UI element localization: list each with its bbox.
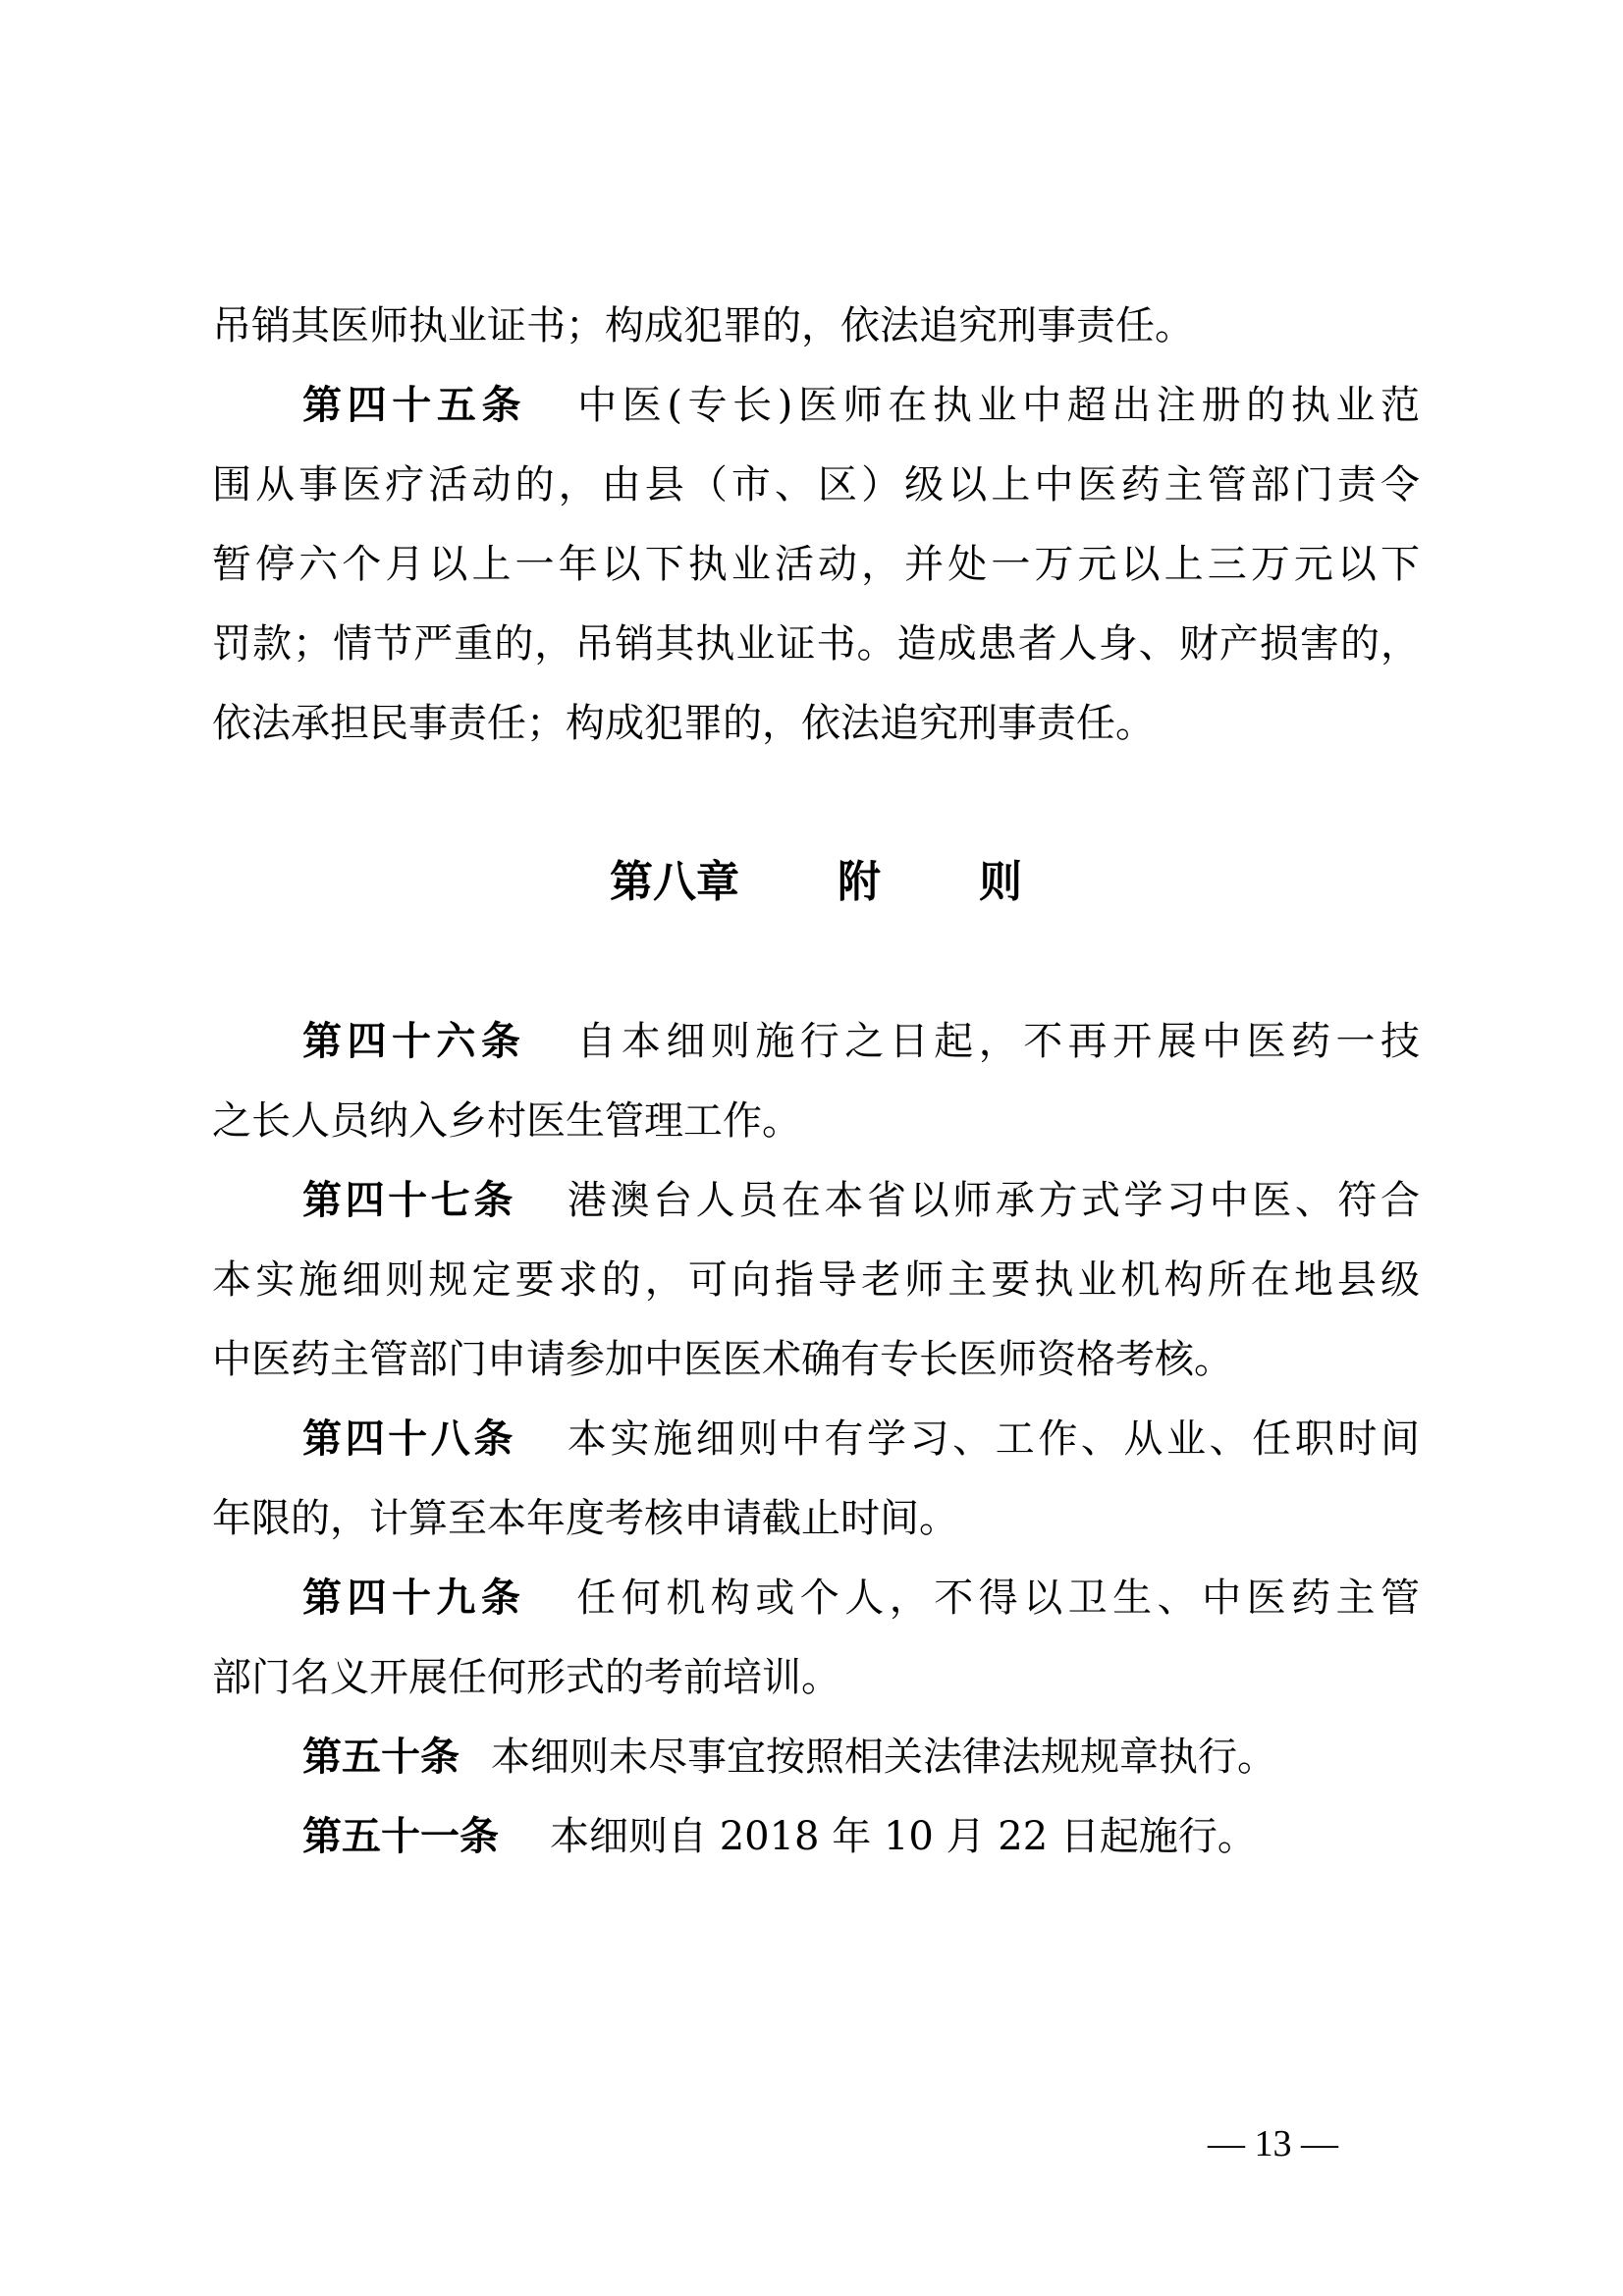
text-line: 部门名义开展任何形式的考前培训。	[212, 1655, 840, 1700]
chapter-heading	[212, 842, 1420, 922]
text-line: 中医药主管部门申请参加中医医术确有专长医师资格考核。	[212, 1337, 1233, 1382]
text-line: 暂停六个月以上一年以下执业活动，并处一万元以上三万元以下	[212, 542, 1420, 587]
article-label: 第四十七条	[302, 1178, 516, 1223]
text-line: 年限的，计算至本年度考核申请截止时间。	[212, 1496, 958, 1541]
chapter-number: 第八章	[610, 857, 739, 907]
articles-46-51	[212, 1002, 1420, 1877]
article-label: 第五十一条	[302, 1814, 499, 1859]
chapter-title-char: 附	[838, 857, 881, 907]
page-number: — 13 —	[1208, 2123, 1338, 2164]
article-46	[212, 1002, 1420, 1082]
article-47	[212, 1161, 1420, 1241]
text-line: 中医(专长)医师在执业中超出注册的执业范	[577, 383, 1420, 428]
article-45	[212, 366, 1420, 764]
text-line: 港澳台人员在本省以师承方式学习中医、符合	[567, 1178, 1420, 1223]
article-44-tail	[212, 287, 1420, 366]
text-line: 吊销其医师执业证书；构成犯罪的，依法追究刑事责任。	[212, 303, 1194, 348]
article-label: 第四十六条	[302, 1019, 526, 1064]
article-48	[212, 1400, 1420, 1479]
article-50	[212, 1718, 1420, 1797]
text-line: 依法承担民事责任；构成犯罪的，依法追究刑事责任。	[212, 701, 1155, 746]
text-line: 之长人员纳入乡村医生管理工作。	[212, 1098, 801, 1144]
text-line: 本细则未尽事宜按照相关法律法规规章执行。	[491, 1735, 1276, 1780]
article-51	[212, 1797, 1420, 1877]
chapter-title-char: 则	[979, 857, 1022, 907]
article-label: 第四十五条	[302, 383, 527, 428]
text-line: 本实施细则规定要求的，可向指导老师主要执业机构所在地县级	[212, 1257, 1420, 1303]
article-label: 第五十条	[302, 1735, 460, 1780]
text-line: 本实施细则中有学习、工作、从业、任职时间	[567, 1416, 1420, 1462]
text-line: 本细则自 2018 年 10 月 22 日起施行。	[550, 1814, 1257, 1859]
article-label: 第四十九条	[302, 1575, 526, 1621]
text-line: 任何机构或个人，不得以卫生、中医药主管	[576, 1575, 1420, 1621]
article-label: 第四十八条	[302, 1416, 516, 1462]
text-line: 自本细则施行之日起，不再开展中医药一技	[576, 1019, 1420, 1064]
text-line: 罚款；情节严重的，吊销其执业证书。造成患者人身、财产损害的，	[212, 621, 1420, 667]
article-49	[212, 1559, 1420, 1638]
text-line: 围从事医疗活动的，由县（市、区）级以上中医药主管部门责令	[212, 462, 1420, 507]
